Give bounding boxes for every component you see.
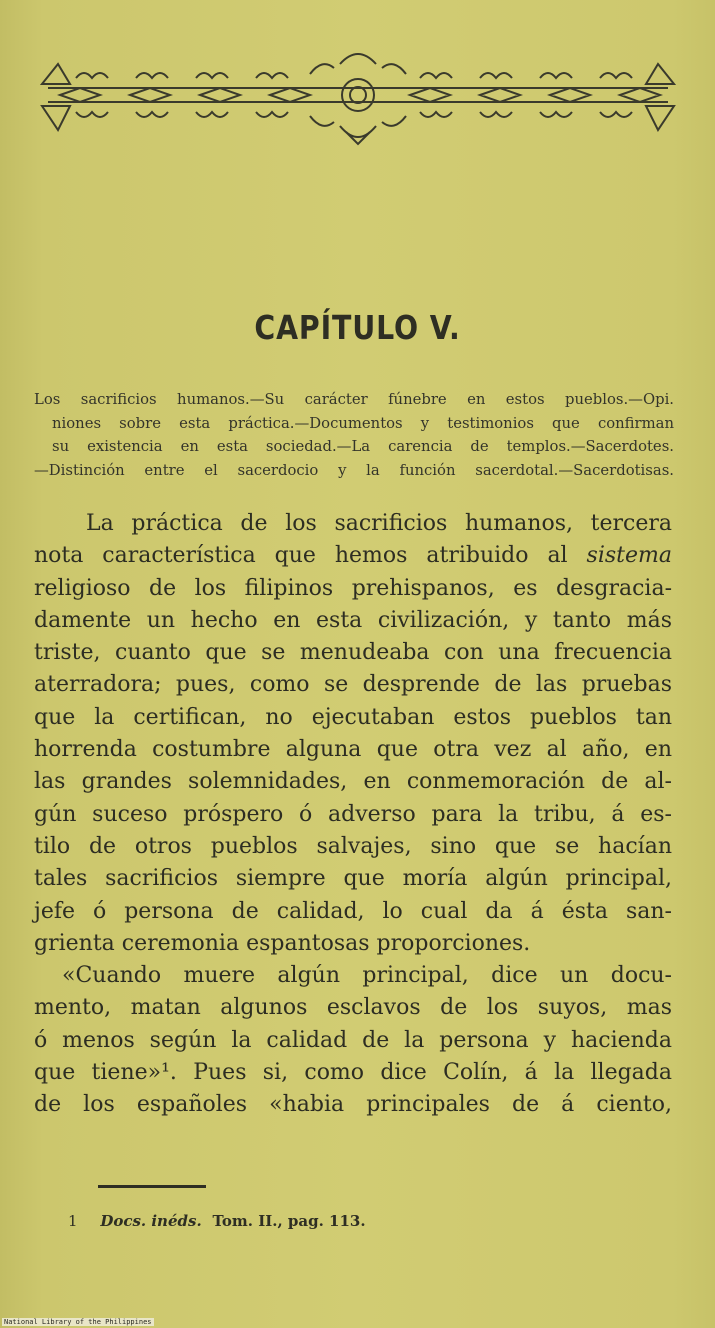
body-line: damente un hecho en esta civilización, y tanto más [34, 607, 672, 633]
summary-line: —Distinción entre el sacerdocio y la función sacerdotal.—Sacerdotisas. [34, 461, 674, 479]
body-line: aterradora; pues, como se desprende de las pruebas [34, 672, 672, 698]
summary-line: Los sacrificios humanos.—Su carácter fúnebre en estos pueblos.—Opi. [34, 391, 674, 408]
body-line-text: nota característica que hemos atribuido al [34, 543, 587, 569]
body-line: religioso de los filipinos prehispanos, es desgracia- [34, 575, 672, 601]
body-line: jefe ó persona de calidad, lo cual da á ésta san- [34, 898, 672, 924]
body-line: tilo de otros pueblos salvajes, sino que se hacían [34, 833, 672, 859]
footnote-title: Docs. inéds. [100, 1212, 202, 1230]
footnote-number: 1 [68, 1212, 78, 1230]
footnote-rule [98, 1185, 206, 1188]
italic-word: sistema [586, 543, 672, 569]
body-line: horrenda costumbre alguna que otra vez al año, en [34, 737, 672, 763]
footnote [68, 1212, 366, 1230]
body-line: que la certifican, no ejecutaban estos pueblos tan [34, 704, 672, 730]
body-line: gún suceso próspero ó adverso para la tribu, á es- [34, 801, 672, 827]
body-line: ó menos según la calidad de la persona y hacienda [34, 1027, 672, 1053]
library-stamp: National Library of the Philippines [4, 1318, 152, 1326]
body-line: mento, matan algunos esclavos de los suyos, mas [34, 995, 672, 1021]
body-line: las grandes solemnidades, en conmemoración de al- [34, 769, 672, 795]
chapter-summary [34, 388, 674, 482]
body-line: grienta ceremonia espantosas proporciones. [34, 930, 531, 956]
chapter-title: CAPÍTULO V. [254, 308, 461, 347]
body-line: La práctica de los sacrificios humanos, tercera [86, 511, 672, 536]
ornament-header [40, 44, 676, 148]
body-line: que tiene»¹. Pues si, como dice Colín, á la llegada [34, 1060, 672, 1086]
body-line: de los españoles «habia principales de á ciento, [34, 1092, 672, 1118]
summary-line: niones sobre esta práctica.—Documentos y testimonios que confirman [52, 414, 674, 432]
body-line: tales sacrificios siempre que moría algún principal, [34, 866, 672, 892]
body-line [34, 540, 672, 572]
body-line: «Cuando muere algún principal, dice un docu- [62, 963, 672, 989]
footnote-reference: Tom. II., pag. 113. [212, 1212, 366, 1230]
summary-line: su existencia en esta sociedad.—La carencia de templos.—Sacerdotes. [52, 438, 674, 455]
body-text [34, 508, 672, 1122]
body-line: triste, cuanto que se menudeaba con una frecuencia [34, 640, 672, 666]
